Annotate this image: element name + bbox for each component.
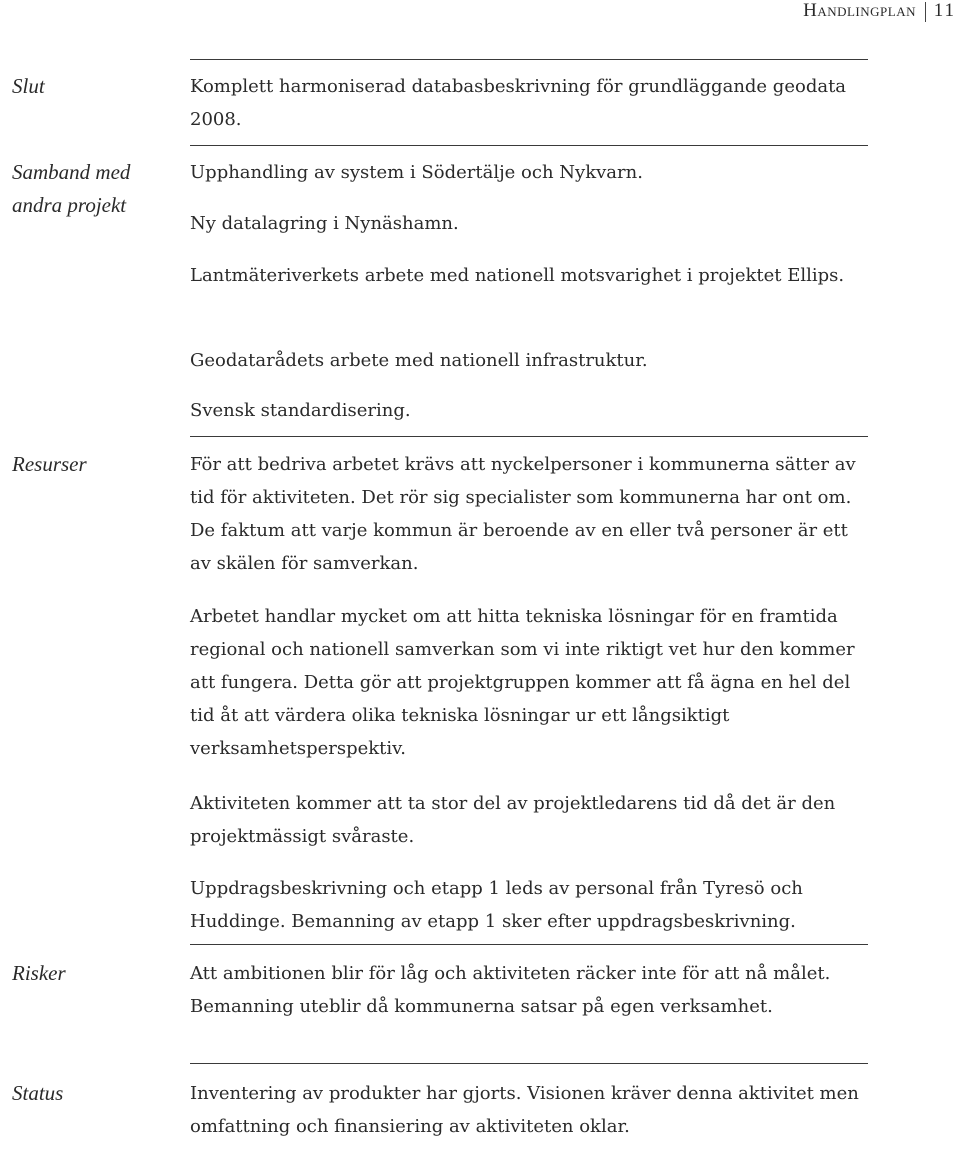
paragraph-resurser-2: Arbetet handlar mycket om att hitta tekniska lösningar för en framtida regional och nationell samverkan som vi inte riktigt vet hur den kommer att fungera. Detta gör att projektgruppen kommer att få ägna en hel del tid åt att värdera olika tekniska lösningar ur ett långsiktigt verksamhetsperspektiv. bbox=[190, 606, 855, 759]
page-number: 11 bbox=[933, 0, 956, 21]
page-header bbox=[0, 0, 960, 30]
row-label-risker: Risker bbox=[12, 961, 66, 985]
paragraph-samband-3: Lantmäteriverkets arbete med nationell motsvarighet i projektet Ellips. bbox=[190, 265, 845, 286]
running-title: Handlingplan bbox=[803, 0, 916, 21]
row-label-resurser: Resurser bbox=[12, 452, 87, 476]
paragraph-samband-5: Svensk standardisering. bbox=[190, 400, 411, 421]
row-divider bbox=[190, 944, 868, 945]
row-divider bbox=[190, 1063, 868, 1064]
paragraph-status: Inventering av produkter har gjorts. Visionen kräver denna aktivitet men omfattning och finansiering av aktiviteten oklar. bbox=[190, 1083, 859, 1137]
row-label-slut: Slut bbox=[12, 74, 45, 98]
row-divider bbox=[190, 145, 868, 146]
row-divider bbox=[190, 436, 868, 437]
row-label-status: Status bbox=[12, 1081, 64, 1105]
paragraph-resurser-1: För att bedriva arbetet krävs att nyckelpersoner i kommunerna sätter av tid för aktiviteten. Det rör sig specialister som kommunerna har ont om. De faktum att varje kommun är beroende av en eller två personer är ett av skälen för samverkan. bbox=[190, 454, 856, 574]
paragraph-samband-1: Upphandling av system i Södertälje och Nykvarn. bbox=[190, 162, 643, 183]
paragraph-risker: Att ambitionen blir för låg och aktiviteten räcker inte för att nå målet. Bemanning uteblir då kommunerna satsar på egen verksamhet. bbox=[190, 963, 831, 1017]
paragraph-slut: Komplett harmoniserad databasbeskrivning för grundläggande geodata 2008. bbox=[190, 76, 847, 130]
paragraph-samband-4: Geodatarådets arbete med nationell infrastruktur. bbox=[190, 350, 648, 371]
row-label-samband: Samband med andra projekt bbox=[12, 160, 131, 217]
paragraph-resurser-4: Uppdragsbeskrivning och etapp 1 leds av personal från Tyresö och Huddinge. Bemanning av etapp 1 sker efter uppdragsbeskrivning. bbox=[190, 878, 803, 932]
paragraph-resurser-3: Aktiviteten kommer att ta stor del av projektledarens tid då det är den projektmässigt svåraste. bbox=[190, 793, 836, 847]
paragraph-samband-2: Ny datalagring i Nynäshamn. bbox=[190, 213, 459, 234]
header-divider bbox=[925, 2, 926, 22]
row-divider bbox=[190, 59, 868, 60]
